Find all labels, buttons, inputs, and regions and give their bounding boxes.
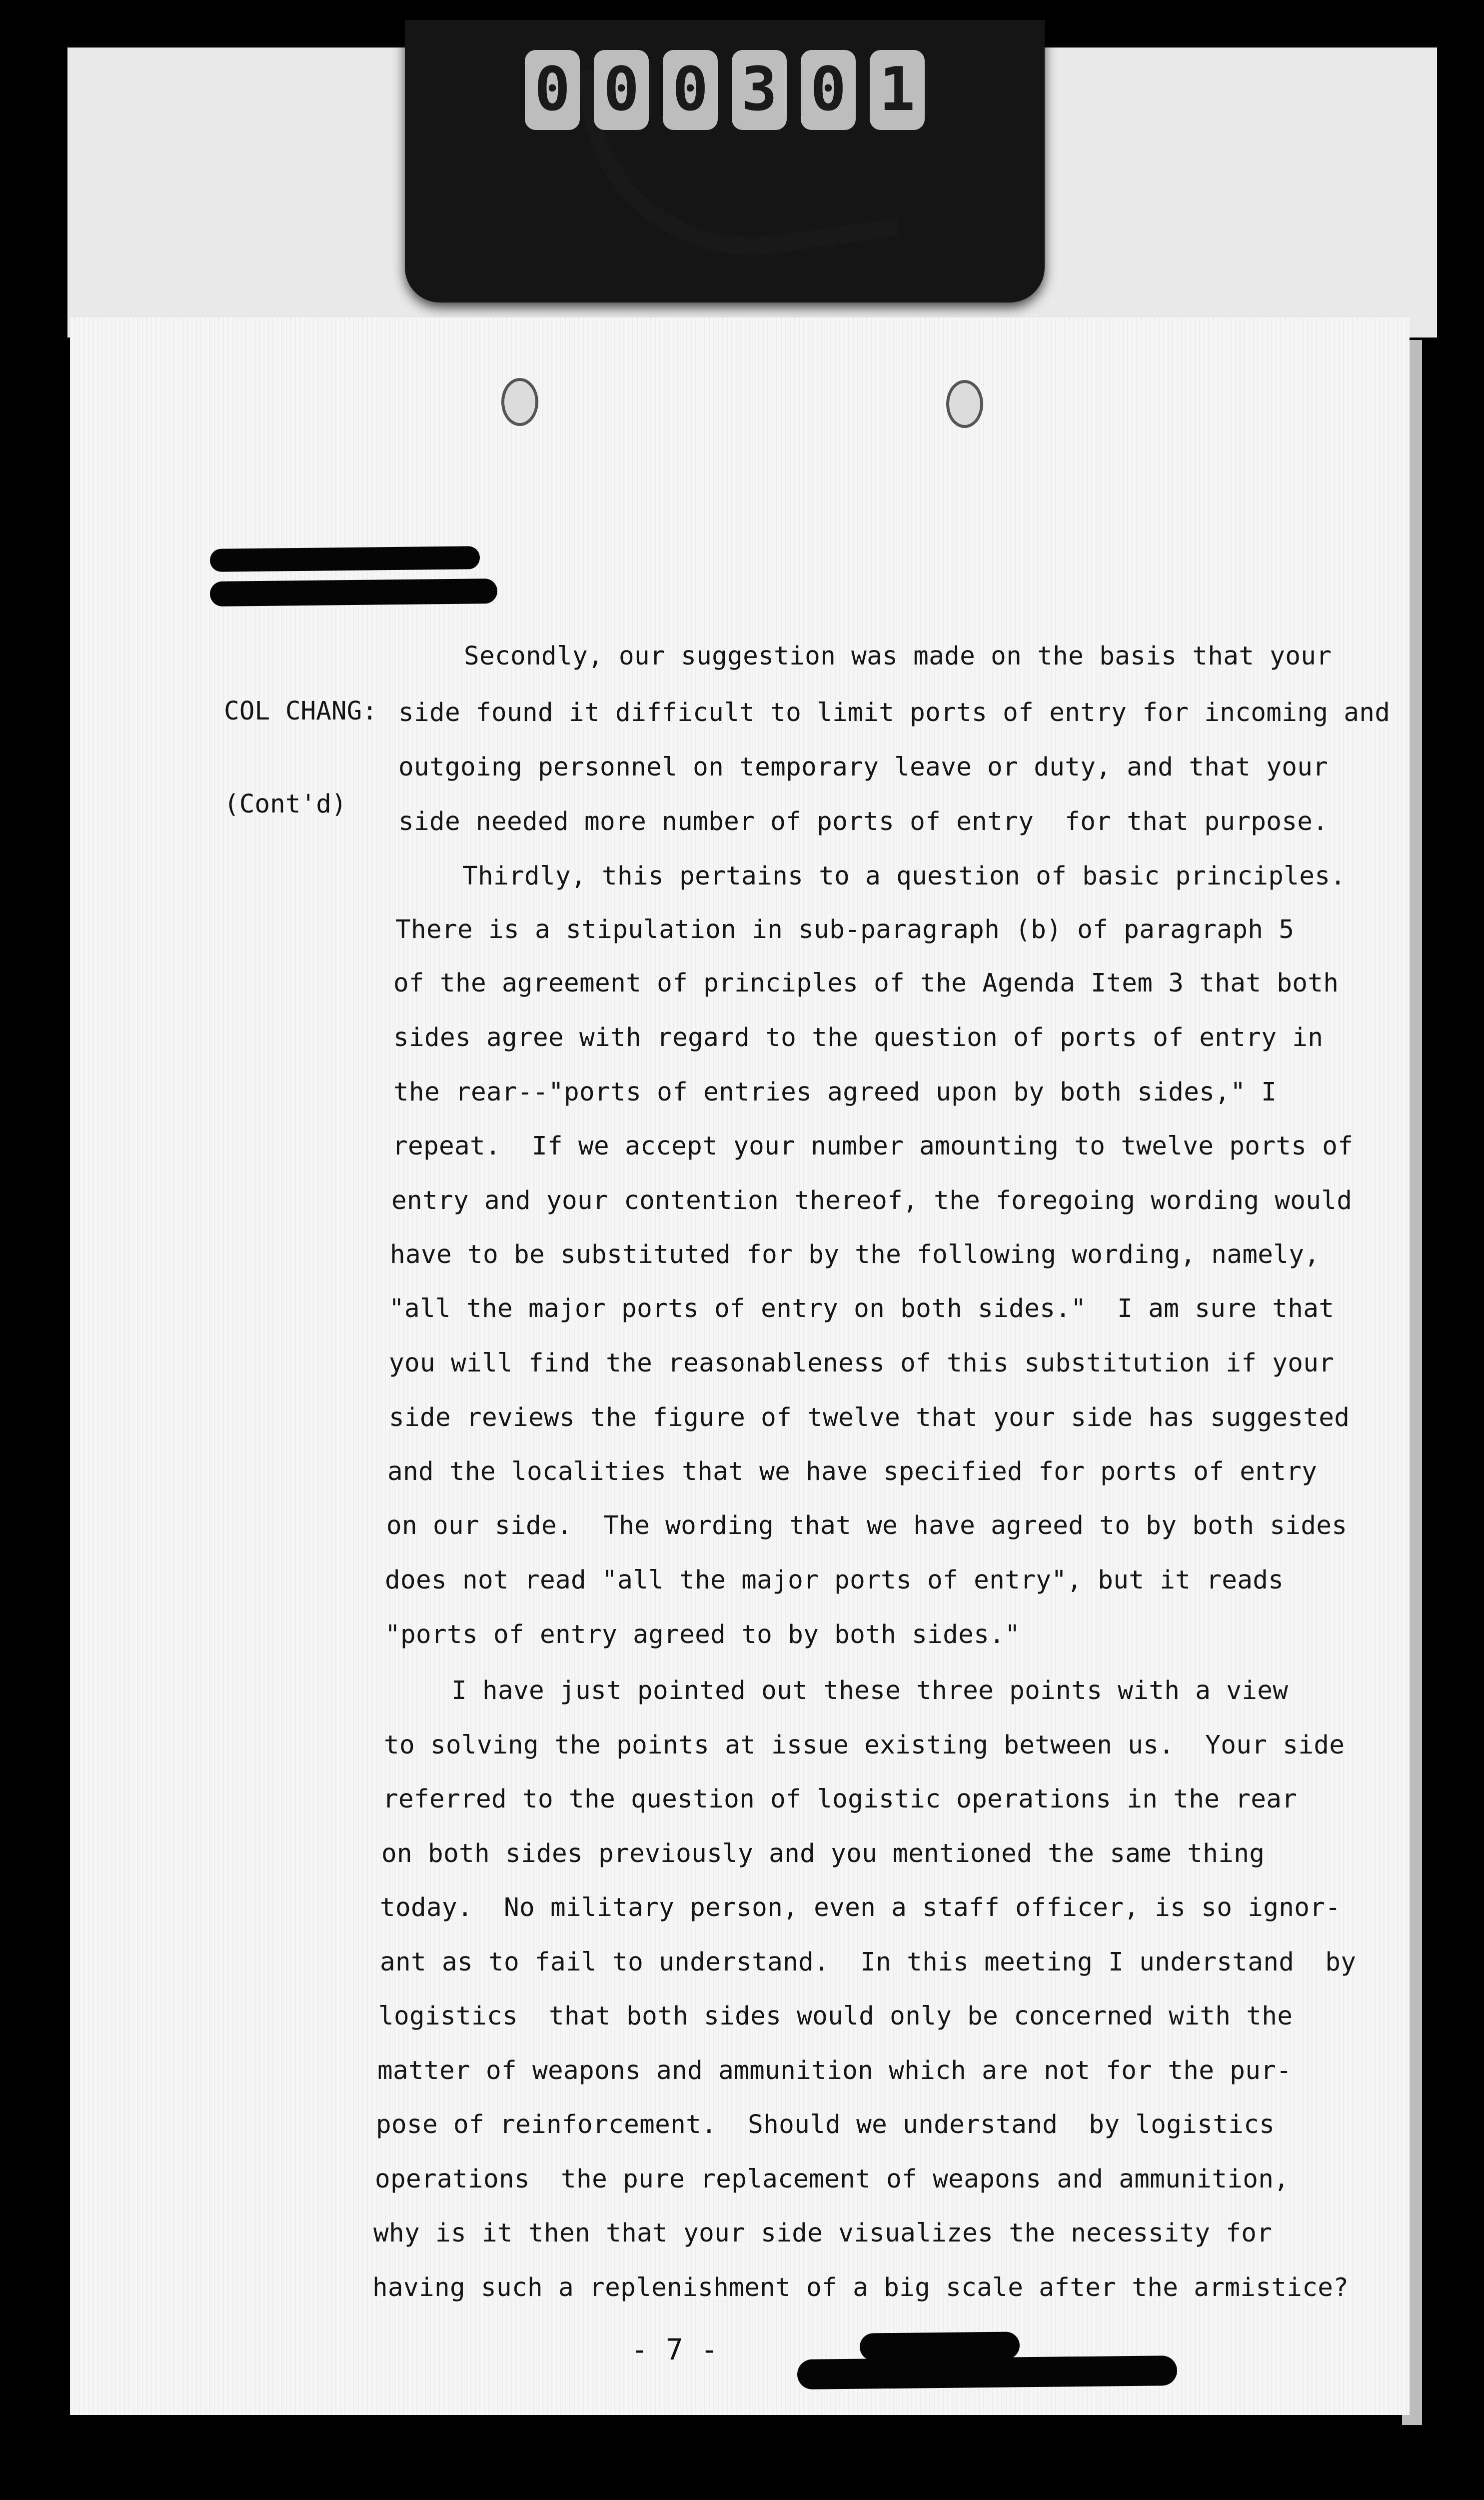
body-line: pose of reinforcement. Should we understand by logistics [376,2110,1275,2140]
body-line: on our side. The wording that we have agreed to by both sides [386,1511,1348,1540]
body-line: Secondly, our suggestion was made on the basis that your [464,642,1332,671]
body-line: referred to the question of logistic operations in the rear [383,1784,1298,1814]
speaker-name: COL CHANG: [224,696,378,726]
body-line: on both sides previously and you mentioned the same thing [381,1839,1265,1868]
body-line: matter of weapons and ammunition which are not for the pur- [377,2056,1292,2086]
counter-digit: 0 [801,50,856,130]
body-line: outgoing personnel on temporary leave or duty, and that your [398,752,1329,782]
redaction-bar [797,2356,1178,2390]
body-line: "ports of entry agreed to by both sides." [385,1620,1021,1650]
counter-digit: 0 [594,50,649,130]
body-line: today. No military person, even a staff officer, is so ignor- [380,1893,1341,1922]
body-line: having such a replenishment of a big scale after the armistice? [372,2273,1349,2302]
body-line: logistics that both sides would only be concerned with the [378,2002,1293,2031]
body-line: ant as to fail to understand. In this meeting I understand by [380,1948,1357,1977]
counter-digit: 0 [663,50,718,130]
counter-digit: 0 [525,50,580,130]
body-line: side reviews the figure of twelve that your side has suggested [389,1403,1350,1432]
body-line: I have just pointed out these three points with a view [451,1676,1289,1706]
body-line: why is it then that your side visualizes the necessity for [373,2218,1273,2248]
body-line: to solving the points at issue existing between us. Your side [384,1730,1345,1760]
redaction-bar [860,2332,1020,2360]
body-line: have to be substituted for by the following wording, namely, [390,1240,1320,1270]
body-line: "all the major ports of entry on both sides." I am sure that [389,1294,1335,1324]
body-line: does not read "all the major ports of entry", but it reads [385,1566,1284,1595]
speaker-continued: (Cont'd) [224,790,347,819]
redaction-bar [210,546,480,572]
body-line: side found it difficult to limit ports of entry for incoming and [398,698,1391,728]
punch-hole [501,378,538,426]
body-line: side needed more number of ports of entry for that purpose. [398,807,1329,836]
body-line: repeat. If we accept your number amounting to twelve ports of [392,1132,1354,1161]
punch-hole [946,380,983,428]
body-line: operations the pure replacement of weapons and ammunition, [375,2164,1290,2194]
counter-digit: 3 [732,50,787,130]
body-line: There is a stipulation in sub-paragraph (b) of paragraph 5 [395,915,1295,944]
body-line: sides agree with regard to the question of ports of entry in [393,1023,1324,1052]
counter-digits [525,50,925,130]
body-line: Thirdly, this pertains to a question of basic principles. [462,862,1346,891]
page-number: - 7 - [631,2332,718,2366]
body-line: of the agreement of principles of the Agenda Item 3 that both [393,968,1339,998]
redaction-bar [210,578,497,606]
body-line: entry and your contention thereof, the foregoing wording would [391,1186,1353,1216]
body-line: and the localities that we have specified for ports of entry [387,1457,1318,1486]
body-line: the rear--"ports of entries agreed upon by both sides," I [393,1078,1277,1107]
counter-digit: 1 [870,50,925,130]
body-line: you will find the reasonableness of this substitution if your [389,1348,1335,1378]
speaker-label [224,634,377,882]
frame-counter [405,20,1045,302]
